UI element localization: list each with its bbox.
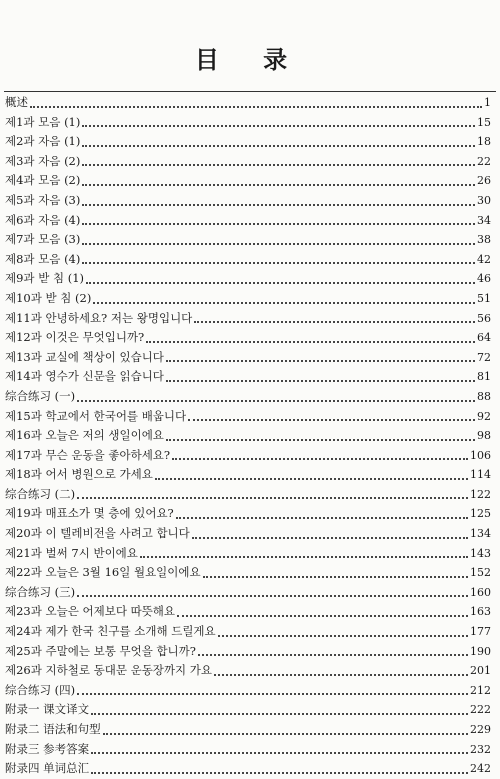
toc-entry[interactable] [5, 309, 491, 329]
toc-entry-label: 제24과 제가 한국 친구를 소개해 드릴게요 [5, 624, 216, 639]
toc-entry-page: 22 [477, 154, 491, 168]
toc-entry[interactable] [5, 171, 491, 191]
toc-entry-page: 92 [477, 409, 491, 423]
toc-entry[interactable] [5, 211, 491, 231]
toc-entry[interactable] [5, 387, 491, 407]
toc-entry[interactable] [5, 132, 491, 152]
dot-leader [91, 713, 468, 715]
toc-entry-label: 제14과 영수가 신문을 읽습니다 [5, 369, 164, 384]
toc-entry[interactable] [5, 191, 491, 211]
toc-entry[interactable] [5, 740, 491, 760]
dot-leader [188, 419, 475, 421]
toc-entry-label: 제18과 어서 병원으로 가세요 [5, 467, 153, 482]
toc-entry[interactable] [5, 544, 491, 564]
toc-entry-page: 64 [477, 331, 491, 345]
toc-entry-page: 201 [470, 664, 491, 678]
toc-entry-label: 제19과 매표소가 몇 층에 있어요? [5, 506, 174, 521]
toc-entry[interactable] [5, 250, 491, 270]
toc-entry[interactable] [5, 583, 491, 603]
toc-entry-label: 제25과 주말에는 보통 무엇을 합니까? [5, 643, 196, 658]
toc-entry-page: 229 [470, 723, 491, 736]
toc-entry-page: 30 [477, 193, 491, 207]
dot-leader [82, 145, 475, 147]
toc-entry-page: 34 [477, 213, 491, 227]
toc-entry[interactable] [5, 504, 491, 524]
toc-entry-page: 56 [477, 311, 491, 325]
dot-leader [86, 282, 475, 284]
toc-entry-label: 제4과 모음 (2) [5, 173, 81, 188]
dot-leader [77, 497, 468, 499]
toc-entry-label: 제12과 이것은 무엇입니까? [5, 330, 145, 345]
toc-entry[interactable] [5, 367, 491, 387]
toc-entry-page: 46 [477, 272, 491, 286]
toc-entry-page: 98 [477, 429, 491, 443]
title-divider [4, 91, 496, 92]
toc-entry-label: 제17과 무슨 운동을 좋아하세요? [5, 447, 171, 462]
toc-entry-page: 114 [470, 468, 491, 482]
dot-leader [218, 635, 468, 637]
toc-entry-page: 15 [477, 115, 491, 129]
dot-leader [166, 360, 475, 362]
toc-entry-label: 제9과 받 침 (1) [5, 271, 85, 286]
toc-entry-label: 제26과 지하철로 동대문 운동장까지 가요 [5, 663, 212, 678]
toc-entry-page: 232 [470, 742, 491, 756]
toc-entry[interactable] [5, 269, 491, 289]
dot-leader [77, 595, 468, 597]
toc-entry-page: 42 [477, 252, 491, 266]
toc-entry[interactable] [5, 446, 491, 466]
dot-leader [82, 204, 475, 206]
dot-leader [30, 106, 482, 108]
toc-entry-page: 1 [484, 96, 491, 109]
toc-entry-label: 附录四 单词总汇 [5, 761, 90, 776]
dot-leader [155, 478, 468, 480]
stray-dot [150, 713, 152, 715]
toc-entry-label: 제21과 벌써 7시 반이에요 [5, 545, 138, 560]
toc-entry[interactable] [5, 602, 491, 622]
toc-entry-page: 18 [477, 135, 491, 149]
toc-entry-label: 概述 [5, 95, 28, 109]
dot-leader [91, 772, 468, 774]
toc-entry[interactable] [5, 661, 491, 681]
toc-entry[interactable] [5, 93, 491, 113]
dot-leader [82, 262, 475, 264]
toc-entry[interactable] [5, 230, 491, 250]
toc-entry-label: 综合练习 (二) [5, 486, 76, 501]
toc-entry-label: 综合练习 (三) [5, 584, 76, 599]
toc-entry[interactable] [5, 622, 491, 642]
toc-entry-page: 160 [470, 585, 491, 599]
toc-entry-page: 125 [470, 507, 491, 521]
toc-entry-page: 81 [477, 370, 491, 384]
toc-entry-label: 제2과 자음 (1) [5, 134, 81, 149]
toc-entry-label: 제15과 학교에서 한국어를 배웁니다 [5, 408, 187, 423]
toc-entry-label: 제11과 안녕하세요? 저는 왕명입니다 [5, 310, 193, 325]
dot-leader [140, 556, 468, 558]
toc-entry[interactable] [5, 642, 491, 662]
toc-entry-label: 제20과 이 텔레비전을 사려고 합니다 [5, 526, 190, 541]
toc-entry-label: 综合练习 (一) [5, 388, 76, 403]
toc-entry-page: 152 [470, 566, 491, 580]
toc-entry-label: 제1과 모음 (1) [5, 114, 81, 129]
toc-entry[interactable] [5, 328, 491, 348]
toc-entry-label: 附录一 课文译文 [5, 702, 90, 717]
dot-leader [166, 439, 475, 441]
toc-entry-page: 88 [477, 389, 491, 403]
toc-entry[interactable] [5, 152, 491, 172]
toc-entry-page: 242 [470, 762, 491, 776]
dot-leader [166, 380, 475, 382]
toc-entry-page: 222 [470, 703, 491, 717]
dot-leader [93, 302, 475, 304]
dot-leader [82, 243, 475, 245]
toc-entry-page: 51 [477, 291, 491, 305]
toc-entry[interactable] [5, 348, 491, 368]
toc-entry-page: 26 [477, 174, 491, 188]
page-title: 目 录 [194, 45, 306, 74]
toc-entry[interactable] [5, 465, 491, 485]
dot-leader [91, 752, 468, 754]
toc-entry-page: 134 [470, 527, 491, 541]
dot-leader [82, 223, 475, 225]
dot-leader [82, 125, 475, 127]
toc-entry-label: 제10과 받 침 (2) [5, 290, 92, 305]
toc-entry-page: 72 [477, 350, 491, 364]
toc-entry-label: 제7과 모음 (3) [5, 232, 81, 247]
dot-leader [192, 537, 468, 539]
dot-leader [77, 400, 475, 402]
toc-entry[interactable] [5, 289, 491, 309]
dot-leader [146, 341, 475, 343]
toc-entry[interactable] [5, 720, 491, 740]
dot-leader [77, 693, 468, 695]
toc-entry-label: 제23과 오늘은 어제보다 따뜻해요 [5, 604, 176, 619]
toc-entry-label: 综合练习 (四) [5, 682, 76, 697]
dot-leader [194, 321, 475, 323]
toc-entry[interactable] [5, 407, 491, 427]
toc-entry[interactable] [5, 426, 491, 446]
dot-leader [198, 654, 468, 656]
dot-leader [103, 733, 468, 735]
toc-entry[interactable] [5, 700, 491, 720]
toc-entry-label: 附录二 语法和句型 [5, 722, 101, 736]
dot-leader [82, 184, 475, 186]
toc-entry-page: 122 [470, 487, 491, 501]
dot-leader [177, 615, 468, 617]
toc-entry-page: 190 [470, 644, 491, 658]
toc-entry-label: 제3과 자음 (2) [5, 153, 81, 168]
toc-entry-page: 106 [470, 448, 491, 462]
toc-entry-page: 212 [470, 683, 491, 697]
toc-entry-label: 附录三 参考答案 [5, 741, 90, 756]
toc-entry-label: 제22과 오늘은 3월 16일 월요일이에요 [5, 565, 201, 580]
toc-entry-label: 제13과 교실에 책상이 있습니다 [5, 349, 164, 364]
toc-entry[interactable] [5, 113, 491, 133]
table-of-contents [5, 93, 491, 779]
dot-leader [176, 517, 468, 519]
toc-entry-label: 제5과 자음 (3) [5, 192, 81, 207]
toc-entry-label: 제16과 오늘은 저의 생일이에요 [5, 428, 164, 443]
toc-entry-label: 제8과 모음 (4) [5, 251, 81, 266]
toc-entry-page: 143 [470, 546, 491, 560]
toc-entry-page: 177 [470, 625, 491, 639]
toc-entry[interactable] [5, 485, 491, 505]
toc-entry[interactable] [5, 563, 491, 583]
toc-entry[interactable] [5, 759, 491, 779]
toc-entry-page: 163 [470, 605, 491, 619]
dot-leader [214, 674, 468, 676]
toc-entry-page: 38 [477, 233, 491, 247]
toc-entry[interactable] [5, 524, 491, 544]
dot-leader [203, 576, 468, 578]
dot-leader [82, 164, 475, 166]
toc-entry[interactable] [5, 681, 491, 701]
toc-entry-label: 제6과 자음 (4) [5, 212, 81, 227]
dot-leader [172, 458, 468, 460]
